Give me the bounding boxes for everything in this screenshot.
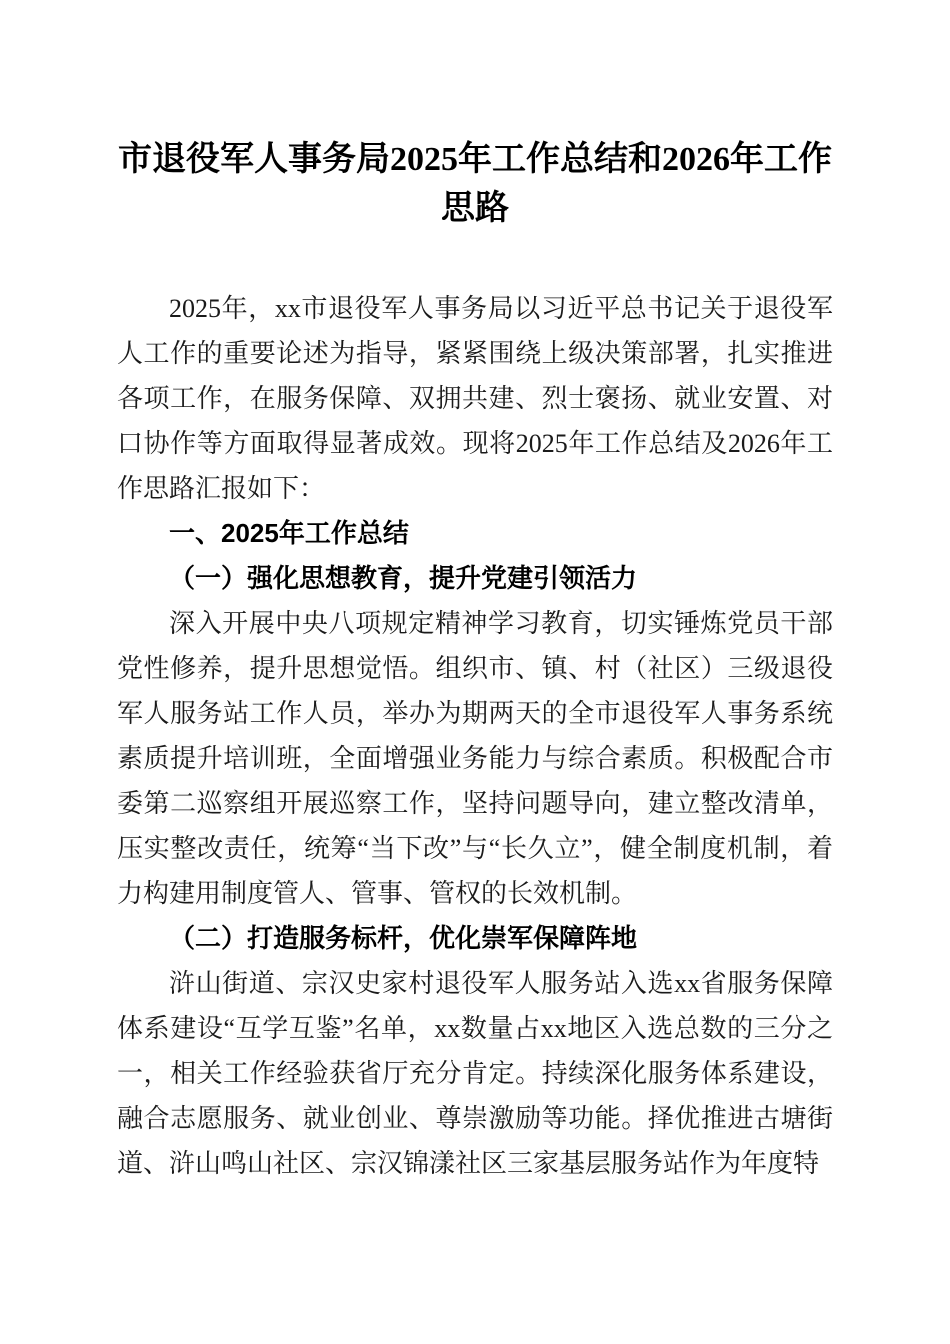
section-heading-2025-summary: 一、2025年工作总结: [169, 517, 409, 548]
paragraph-ideology-education: 深入开展中央八项规定精神学习教育，切实锤炼党员干部党性修养，提升思想觉悟。组织市、镇、村（社区）三级退役军人服务站工作人员，举办为期两天的全市退役军人事务系统素质提升培训班，全面增强业务能力与综合素质。积极配合市委第二巡察组开展巡察工作，坚持问题导向，建立整改清单，压实整改责任，统筹“当下改”与“长久立”，健全制度机制，着力构建用制度管人、管事、管权的长效机制。: [117, 608, 833, 908]
document-title: 市退役军人事务局2025年工作总结和2026年工作思路: [118, 141, 832, 228]
paragraph-service-benchmark: 浒山街道、宗汉史家村退役军人服务站入选xx省服务保障体系建设“互学互鉴”名单，xx数量占xx地区入选总数的三分之一，相关工作经验获省厅充分肯定。持续深化服务体系建设，融合志愿服务、就业创业、尊崇激励等功能。择优推进古塘街道、浒山鸣山社区、宗汉锦漾社区三家基层服务站作为年度特: [117, 968, 833, 1178]
paragraph-intro: 2025年，xx市退役军人事务局以习近平总书记关于退役军人工作的重要论述为指导，紧紧围绕上级决策部署，扎实推进各项工作，在服务保障、双拥共建、烈士褒扬、就业安置、对口协作等方面取得显著成效。现将2025年工作总结及2026年工作思路汇报如下：: [117, 293, 833, 503]
subsection-heading-service-benchmark: （二）打造服务标杆，优化崇军保障阵地: [169, 923, 638, 953]
subsection-heading-ideology-education: （一）强化思想教育，提升党建引领活力: [169, 563, 638, 593]
